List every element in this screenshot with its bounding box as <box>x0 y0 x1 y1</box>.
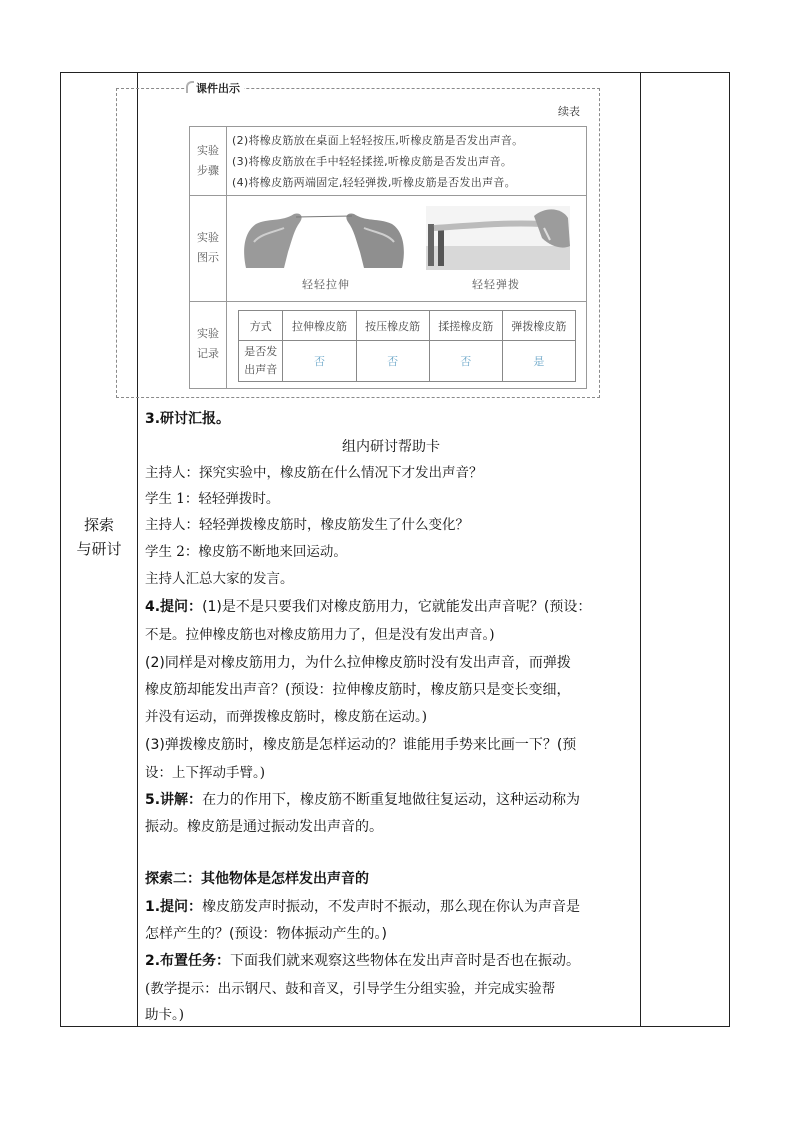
section-label-line1: 探索 <box>83 516 114 534</box>
continued-label: 续表 <box>558 105 580 118</box>
section-label-line2: 与研讨 <box>76 540 122 558</box>
experiment-table <box>189 126 587 389</box>
stretch-photo <box>234 202 414 270</box>
question-4-lead: 4.提问： <box>145 599 203 615</box>
record-value: 是 <box>502 341 575 382</box>
record-header-row <box>239 311 576 341</box>
question-4-q3: (3)弹拨橡皮筋时，橡皮筋是怎样运动的？谁能用手势来比画一下？(预 <box>145 737 577 753</box>
record-header-cell: 方式 <box>239 311 283 341</box>
record-header-cell: 拉伸橡皮筋 <box>283 311 356 341</box>
question-4-q1-answer: 不是。拉伸橡皮筋也对橡皮筋用力了，但是没有发出声音。) <box>145 627 495 643</box>
pluck-caption: 轻轻弹拨 <box>472 278 520 291</box>
explore-2-q1-lead: 1.提问： <box>145 899 203 915</box>
question-4-q1: (1)是不是只要我们对橡皮筋用力，它就能发出声音呢？(预设： <box>202 599 592 615</box>
record-value: 否 <box>356 341 429 382</box>
question-4-q2: (2)同样是对橡皮筋用力，为什么拉伸橡皮筋时没有发出声音，而弹拨 <box>145 655 571 671</box>
record-value: 否 <box>283 341 356 382</box>
question-4-q2-answer: 并没有运动，而弹拨橡皮筋时，橡皮筋在运动。) <box>145 709 428 725</box>
record-header-cell: 按压橡皮筋 <box>356 311 429 341</box>
record-value: 否 <box>429 341 502 382</box>
record-row-label-1: 是否发 <box>244 345 278 358</box>
record-label-2: 记录 <box>197 347 219 360</box>
question-4-q2-cont: 橡皮筋却能发出声音？(预设：拉伸橡皮筋时，橡皮筋只是变长变细， <box>145 682 571 698</box>
explain-5-lead: 5.讲解： <box>145 792 203 808</box>
column-divider-right <box>640 73 641 1026</box>
figure-row <box>190 195 586 302</box>
record-row <box>190 301 586 391</box>
stretch-caption: 轻轻拉伸 <box>302 278 350 291</box>
explain-5-line1 <box>145 787 637 813</box>
record-header-cell: 揉搓橡皮筋 <box>429 311 502 341</box>
record-header-cell: 弹拨橡皮筋 <box>502 311 575 341</box>
figure-label-2: 图示 <box>197 251 219 264</box>
explore-2-title: 探索二：其他物体是怎样发出声音的 <box>145 871 369 887</box>
question-4-q3-answer: 设：上下挥动手臂。) <box>145 765 266 781</box>
help-card-title: 组内研讨帮助卡 <box>342 439 440 455</box>
teaching-note: (教学提示：出示钢尺、鼓和音叉，引导学生分组实验，并完成实验帮 <box>145 981 556 997</box>
explore-2-task-lead: 2.布置任务： <box>145 953 231 969</box>
section-3-title: 3.研讨汇报。 <box>145 411 231 427</box>
dialog-line: 主持人汇总大家的发言。 <box>145 571 294 587</box>
pluck-photo <box>426 206 570 270</box>
tab-corner-icon <box>186 81 194 93</box>
figure-label <box>190 228 226 268</box>
teaching-note-cont: 助卡。) <box>145 1007 185 1023</box>
question-4-line1 <box>145 594 637 620</box>
steps-label-1: 实验 <box>197 144 219 157</box>
explore-2-task-line <box>145 948 637 974</box>
step-item: (4)将橡皮筋两端固定,轻轻弹拨,听橡皮筋是否发出声音。 <box>232 176 516 189</box>
record-value-row <box>239 341 576 382</box>
dialog-line: 学生 2：橡皮筋不断地来回运动。 <box>145 544 347 560</box>
steps-label <box>190 141 226 181</box>
dialog-line: 学生 1：轻轻弹拨时。 <box>145 491 280 507</box>
steps-row <box>190 127 586 195</box>
section-label <box>61 513 137 561</box>
step-item: (2)将橡皮筋放在桌面上轻轻按压,听橡皮筋是否发出声音。 <box>232 134 524 147</box>
explore-2-q1-text2: 怎样产生的？(预设：物体振动产生的。) <box>145 926 387 942</box>
courseware-tab-label: 课件出示 <box>196 82 240 95</box>
dialog-line: 主持人：探究实验中，橡皮筋在什么情况下才发出声音？ <box>145 465 483 481</box>
steps-list <box>232 130 523 193</box>
explore-2-task-text: 下面我们就来观察这些物体在发出声音时是否也在振动。 <box>230 953 581 969</box>
record-label <box>190 324 226 364</box>
explore-2-q1-text: 橡皮筋发声时振动，不发声时不振动，那么现在你认为声音是 <box>202 899 581 915</box>
step-item: (3)将橡皮筋放在手中轻轻揉搓,听橡皮筋是否发出声音。 <box>232 155 513 168</box>
courseware-tab <box>186 80 244 96</box>
explain-5-text: 在力的作用下，橡皮筋不断重复地做往复运动，这种运动称为 <box>202 792 581 808</box>
record-row-label <box>239 341 283 382</box>
dialog-line: 主持人：轻轻弹拨橡皮筋时，橡皮筋发生了什么变化？ <box>145 517 469 533</box>
record-table <box>238 310 576 382</box>
record-row-label-2: 出声音 <box>244 363 278 376</box>
figure-label-1: 实验 <box>197 231 219 244</box>
explore-2-q1-line1 <box>145 894 637 920</box>
record-label-1: 实验 <box>197 327 219 340</box>
steps-label-2: 步骤 <box>197 164 219 177</box>
explain-5-text2: 振动。橡皮筋是通过振动发出声音的。 <box>145 819 383 835</box>
